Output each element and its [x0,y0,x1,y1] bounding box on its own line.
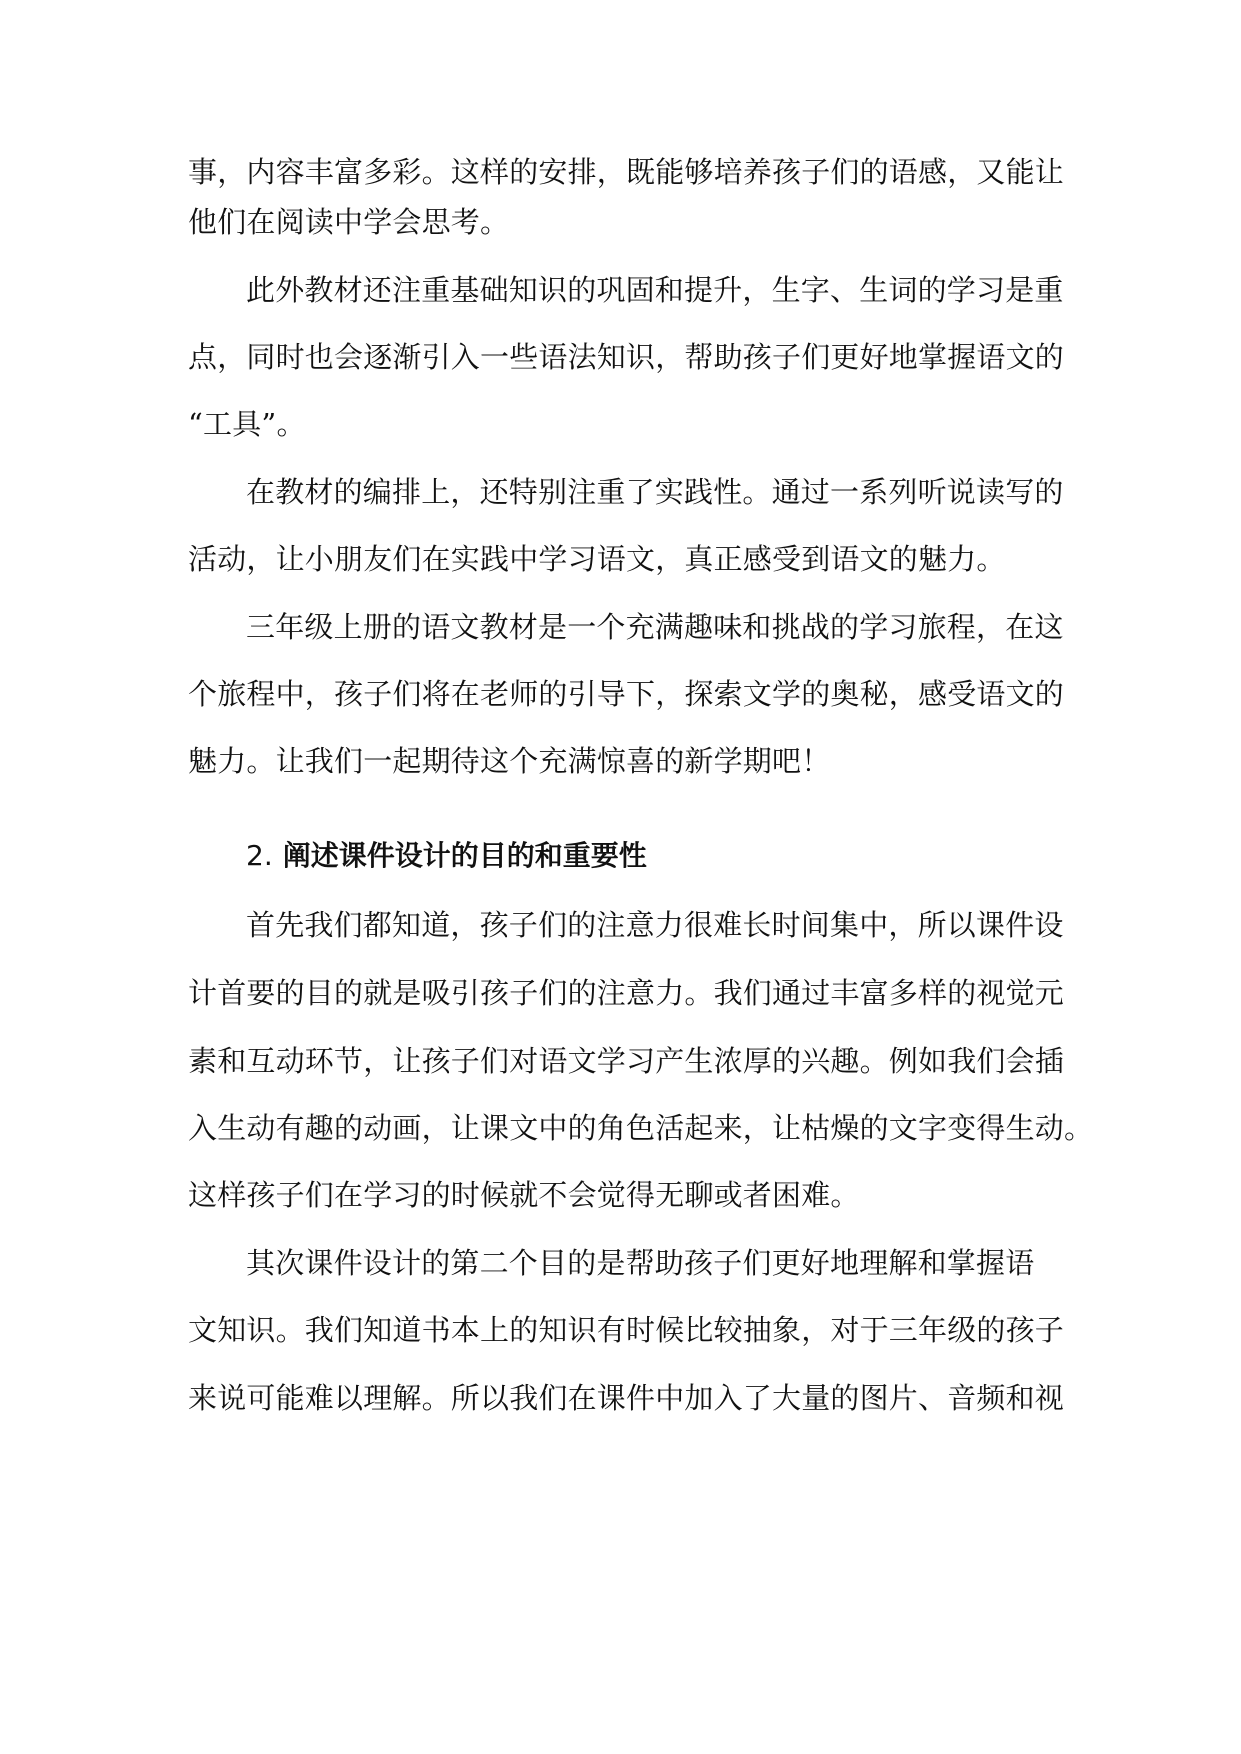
text-line: 文知识。我们知道书本上的知识有时候比较抽象，对于三年级的孩子 [188,1313,1065,1347]
text-line: 计首要的目的就是吸引孩子们的注意力。我们通过丰富多样的视觉元 [188,976,1065,1010]
text-line: 他们在阅读中学会思考。 [188,205,510,239]
text-line: 首先我们都知道，孩子们的注意力很难长时间集中，所以课件设 [246,908,1064,942]
text-line: 活动，让小朋友们在实践中学习语文，真正感受到语文的魅力。 [188,542,1006,576]
section-number: 2. [246,839,273,872]
text-line: 点，同时也会逐渐引入一些语法知识，帮助孩子们更好地掌握语文的 [188,340,1065,374]
text-line: 三年级上册的语文教材是一个充满趣味和挑战的学习旅程，在这 [246,610,1064,644]
text-line: 素和互动环节，让孩子们对语文学习产生浓厚的兴趣。例如我们会插 [188,1044,1065,1078]
text-line: 入生动有趣的动画，让课文中的角色活起来，让枯燥的文字变得生动。 [188,1111,1094,1145]
text-line: 这样孩子们在学习的时候就不会觉得无聊或者困难。 [188,1178,860,1212]
text-line: 在教材的编排上，还特别注重了实践性。通过一系列听说读写的 [246,475,1064,509]
text-line: 魅力。让我们一起期待这个充满惊喜的新学期吧！ [188,744,831,778]
text-line: 事，内容丰富多彩。这样的安排，既能够培养孩子们的语感，又能让 [188,155,1065,189]
text-line: “工具”。 [188,407,306,441]
text-line: 其次课件设计的第二个目的是帮助孩子们更好地理解和掌握语 [246,1246,1035,1280]
section-title: 阐述课件设计的目的和重要性 [282,839,647,872]
text-line: 个旅程中，孩子们将在老师的引导下，探索文学的奥秘，感受语文的 [188,677,1065,711]
text-line: 此外教材还注重基础知识的巩固和提升，生字、生词的学习是重 [246,273,1064,307]
text-line: 来说可能难以理解。所以我们在课件中加入了大量的图片、音频和视 [188,1381,1065,1415]
section-heading [246,838,647,874]
